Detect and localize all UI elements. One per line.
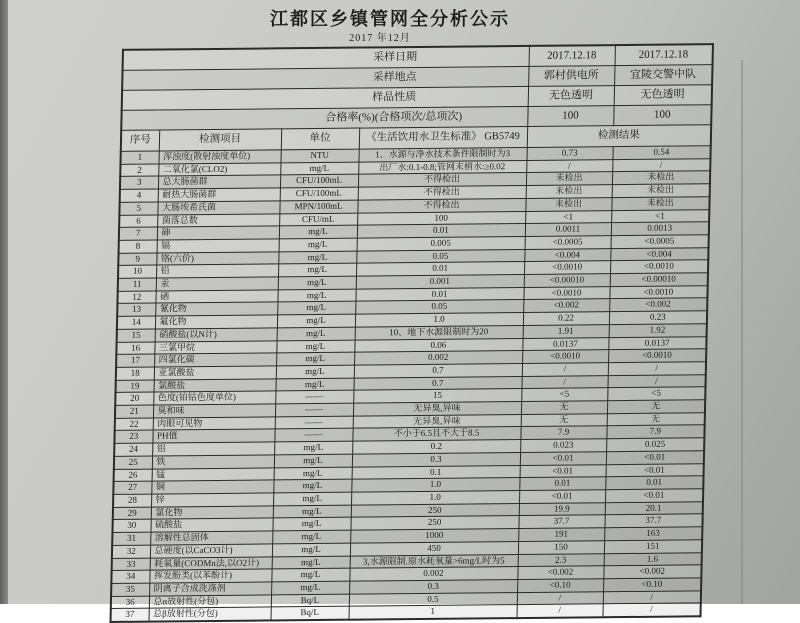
meta-value: 100 (613, 105, 711, 126)
result-2: / (602, 603, 700, 617)
unit: mg/L (273, 505, 351, 518)
unit: mg/L (278, 263, 356, 276)
column-header-unit: 单位 (281, 128, 359, 150)
row-no: 4 (120, 189, 158, 202)
result-1: / (517, 591, 603, 605)
result-2: <0.10 (603, 578, 701, 592)
result-1: 7.9 (520, 426, 606, 440)
item-name: 色度(铂钴色度单位) (153, 391, 275, 405)
item-name: 菌落总数 (157, 213, 279, 227)
standard-limit: 15 (353, 389, 521, 403)
result-2: <1 (611, 209, 709, 223)
result-1: 0.0011 (525, 223, 611, 237)
result-1: 0.023 (520, 439, 606, 453)
item-name: 硫酸盐 (150, 518, 272, 532)
standard-limit: 0.7 (354, 363, 522, 377)
unit: mg/L (274, 467, 352, 480)
result-2: / (607, 374, 705, 388)
item-name: 氯化物 (151, 506, 273, 520)
column-header-result: 检测结果 (527, 125, 711, 148)
result-1: 无 (521, 401, 607, 415)
standard-limit: 0.001 (356, 275, 524, 289)
standard-limit: 无异臭,异味 (353, 402, 521, 416)
column-header-no: 序号 (121, 130, 159, 151)
row-no: 28 (113, 494, 151, 507)
item-name: 溶解性总固体 (150, 531, 272, 545)
result-1: <0.01 (519, 490, 605, 504)
item-name: 总大肠菌群 (158, 175, 280, 189)
item-name: 耗氧量(CODMn法,以O2计) (150, 556, 272, 570)
item-name: 锰 (152, 467, 274, 481)
unit: NTU (280, 149, 358, 162)
unit: MPN/100mL (279, 200, 357, 213)
analysis-table (109, 43, 714, 623)
result-2: <0.004 (610, 247, 708, 261)
row-no: 1 (120, 151, 158, 164)
meta-value: 郭村供电所 (528, 66, 614, 87)
result-2: 0.01 (605, 476, 703, 490)
result-2: 无 (607, 413, 705, 427)
result-2: 0.54 (612, 146, 710, 160)
result-2: 无 (607, 400, 705, 414)
result-1: / (526, 159, 612, 173)
row-no: 30 (112, 519, 150, 532)
result-1: 2.3 (518, 553, 604, 567)
standard-limit: 0.002 (354, 351, 522, 365)
result-1: <0.00010 (524, 274, 610, 288)
result-2: 0.025 (606, 438, 704, 452)
meta-value: 100 (527, 106, 613, 127)
meta-value: 无色透明 (614, 85, 712, 106)
result-2: <0.002 (603, 565, 701, 579)
standard-limit: 0.01 (357, 224, 525, 238)
item-name: 大肠埃希氏菌 (157, 201, 279, 215)
result-2: / (603, 590, 701, 604)
item-name: 汞 (156, 277, 278, 291)
item-name: 氰化物 (155, 302, 277, 316)
standard-limit: 不得检出 (357, 198, 525, 212)
item-name: PH值 (152, 429, 274, 443)
result-2: 163 (604, 527, 702, 541)
unit: mg/L (277, 314, 355, 327)
column-header-item: 检测项目 (159, 129, 281, 151)
item-name: 硝酸盐(以N计) (155, 328, 277, 342)
unit: mg/L (277, 327, 355, 340)
row-no: 23 (114, 431, 152, 444)
result-1: <1 (525, 210, 611, 224)
meta-label: 采样地点 (122, 66, 528, 90)
unit: —— (275, 403, 353, 416)
row-no: 2 (120, 164, 158, 177)
standard-limit: 不得检出 (358, 186, 526, 200)
item-name: 浑浊度(散射浊度单位) (158, 150, 280, 164)
row-no: 6 (119, 215, 157, 228)
item-name: 锌 (151, 493, 273, 507)
unit: mg/L (273, 492, 351, 505)
row-no: 27 (113, 481, 151, 494)
unit: mg/L (276, 378, 354, 391)
standard-limit: 100 (357, 211, 525, 225)
result-1: <0.10 (517, 579, 603, 593)
result-1: <0.01 (520, 464, 606, 478)
unit: mg/L (280, 162, 358, 175)
item-name: 总硬度(以CaCO3计) (150, 544, 272, 558)
result-2: <0.00010 (610, 273, 708, 287)
unit: mg/L (272, 530, 350, 543)
item-name: 阴离子合成洗涤剂 (149, 582, 271, 596)
result-2: <0.01 (606, 463, 704, 477)
row-no: 26 (114, 469, 152, 482)
item-name: 三氯甲烷 (154, 340, 276, 354)
standard-limit: 0.2 (352, 440, 520, 454)
standard-limit: 出厂水:0.1-0.8;管网末梢水:≥0.02 (358, 160, 526, 174)
meta-value: 无色透明 (528, 86, 614, 107)
result-1: <0.0010 (524, 261, 610, 275)
unit: mg/L (274, 441, 352, 454)
result-1: / (522, 363, 608, 377)
result-2: / (612, 158, 710, 172)
row-no: 25 (114, 456, 152, 469)
result-2: 20.1 (605, 501, 703, 515)
standard-limit: 0.05 (355, 300, 523, 314)
result-1: <0.004 (524, 248, 610, 262)
result-1: 150 (518, 541, 604, 555)
result-1: 1.91 (523, 325, 609, 339)
result-2: 37.7 (604, 514, 702, 528)
result-2: 0.0013 (611, 222, 709, 236)
result-1: 0.22 (523, 312, 609, 326)
row-no: 15 (117, 329, 155, 342)
row-no: 10 (118, 265, 156, 278)
result-1: 无 (521, 413, 607, 427)
standard-limit: 1.0 (351, 491, 519, 505)
result-1: <0.01 (520, 452, 606, 466)
result-1: <0.0010 (522, 350, 608, 364)
photo-left-edge (0, 0, 8, 604)
row-no: 12 (117, 291, 155, 304)
standard-limit: 0.002 (349, 567, 517, 581)
standard-limit: 250 (351, 503, 519, 517)
standard-limit: 450 (350, 541, 518, 555)
unit: CFU/mL (279, 213, 357, 226)
unit: mg/L (272, 518, 350, 531)
standard-limit: 10、地下水源限制时为20 (355, 325, 523, 339)
result-1: 19.9 (519, 502, 605, 516)
unit: mg/L (276, 340, 354, 353)
standard-limit: 0.3 (349, 579, 517, 593)
standard-limit: 1、水源与净水技术条件限制时为3 (358, 147, 526, 161)
item-name: 亚氯酸盐 (154, 366, 276, 380)
unit: —— (275, 416, 353, 429)
result-1: 未检出 (525, 197, 611, 211)
row-no: 5 (119, 202, 157, 215)
result-2: 未检出 (611, 197, 709, 211)
unit: mg/L (276, 352, 354, 365)
result-2: / (608, 362, 706, 376)
unit: mg/L (278, 251, 356, 264)
row-no: 8 (119, 240, 157, 253)
row-no: 21 (115, 405, 153, 418)
row-no: 11 (118, 278, 156, 291)
row-no: 33 (112, 558, 150, 571)
unit: —— (275, 390, 353, 403)
unit: mg/L (271, 568, 349, 581)
standard-limit: 0.005 (357, 236, 525, 250)
result-1: <0.002 (517, 566, 603, 580)
result-1: 0.01 (519, 477, 605, 491)
standard-limit: 0.01 (355, 287, 523, 301)
result-1: <0.0005 (525, 236, 611, 250)
item-name: 臭和味 (153, 404, 275, 418)
result-1: / (516, 604, 602, 618)
result-1: <0.002 (523, 299, 609, 313)
row-no: 22 (115, 418, 153, 431)
row-no: 13 (117, 303, 155, 316)
result-1: 37.7 (518, 515, 604, 529)
standard-limit: 3,水源限制.原水耗氧量>6mg/L时为5 (350, 554, 518, 568)
unit: mg/L (271, 581, 349, 594)
result-1: / (521, 375, 607, 389)
row-no: 36 (111, 596, 149, 609)
item-name: 铬(六价) (156, 251, 278, 265)
standard-limit: 0.06 (354, 338, 522, 352)
result-2: 1.92 (609, 324, 707, 338)
result-2: 7.9 (606, 425, 704, 439)
row-no: 29 (113, 507, 151, 520)
result-2: <5 (607, 387, 705, 401)
row-no: 16 (116, 342, 154, 355)
result-1: <0.0010 (523, 286, 609, 300)
item-name: 四氯化碳 (154, 353, 276, 367)
result-2: <0.0010 (608, 349, 706, 363)
result-2: <0.002 (609, 298, 707, 312)
standard-limit: 1 (348, 605, 516, 620)
result-1: <5 (521, 388, 607, 402)
row-no: 20 (115, 392, 153, 405)
meta-value: 宜陵交警中队 (614, 65, 712, 86)
meta-label: 采样日期 (123, 46, 529, 70)
unit: mg/L (272, 556, 350, 569)
item-name: 铝 (152, 442, 274, 456)
standard-limit: 无异臭,异味 (353, 414, 521, 428)
result-2: <0.0010 (610, 260, 708, 274)
standard-limit: 0.01 (356, 262, 524, 276)
row-no: 37 (111, 608, 149, 622)
result-2: 151 (604, 540, 702, 554)
unit: CFU/100mL (280, 174, 358, 187)
item-name: 镉 (157, 239, 279, 253)
page-subtitle: 2017 年12月 (349, 33, 411, 44)
table-data-section (111, 146, 711, 622)
meta-label: 合格率(%)(合格项次/总项次) (121, 106, 527, 130)
meta-value: 2017.12.18 (529, 45, 615, 66)
page-title: 江都区乡镇管网全分析公示 (270, 9, 510, 29)
standard-limit: 0.1 (352, 465, 520, 479)
standard-limit: 0.05 (356, 249, 524, 263)
result-1: 0.73 (526, 147, 612, 161)
result-1: 191 (518, 528, 604, 542)
column-header-standard: 《生活饮用水卫生标准》 GB5749 (359, 126, 527, 149)
standard-limit: 250 (350, 516, 518, 530)
paper-edge-shadow (741, 60, 743, 604)
item-name: 铁 (152, 455, 274, 469)
item-name: 二氧化氯(CLO2) (158, 163, 280, 177)
row-no: 9 (118, 253, 156, 266)
meta-label: 样品性质 (122, 86, 528, 110)
unit: mg/L (274, 454, 352, 467)
result-2: <0.01 (606, 451, 704, 465)
item-name: 耐热大肠菌群 (158, 188, 280, 202)
unit: mg/L (279, 238, 357, 251)
item-name: 氟化物 (155, 315, 277, 329)
meta-value: 2017.12.18 (615, 44, 713, 65)
standard-limit: 不得检出 (358, 173, 526, 187)
item-name: 铜 (151, 480, 273, 494)
unit: Bq/L (270, 607, 348, 621)
row-no: 18 (116, 367, 154, 380)
row-no: 31 (112, 532, 150, 545)
result-1: 0.0137 (522, 337, 608, 351)
result-2: 0.0137 (608, 336, 706, 350)
unit: mg/L (276, 365, 354, 378)
result-2: <0.0010 (609, 285, 707, 299)
row-no: 35 (111, 583, 149, 596)
standard-limit: 1000 (350, 529, 518, 543)
item-name: 铅 (156, 264, 278, 278)
unit: CFU/100mL (280, 187, 358, 200)
result-2: 未检出 (612, 184, 710, 198)
table-meta-section (121, 44, 713, 130)
result-2: <0.0005 (611, 235, 709, 249)
unit: Bq/L (271, 594, 349, 607)
unit: mg/L (277, 289, 355, 302)
item-name: 砷 (157, 226, 279, 240)
standard-limit: 0.5 (349, 592, 517, 606)
unit: mg/L (279, 225, 357, 238)
unit: mg/L (273, 479, 351, 492)
standard-limit: 1.0 (355, 313, 523, 327)
unit: mg/L (278, 276, 356, 289)
row-no: 34 (111, 570, 149, 583)
unit: mg/L (272, 543, 350, 556)
row-no: 19 (116, 380, 154, 393)
result-1: 未检出 (526, 172, 612, 186)
item-name: 肉眼可见物 (153, 417, 275, 431)
row-no: 14 (117, 316, 155, 329)
standard-limit: 0.3 (352, 452, 520, 466)
result-1: 未检出 (526, 185, 612, 199)
item-name: 总α放射性(分包) (149, 595, 271, 609)
row-no: 7 (119, 227, 157, 240)
item-name: 硒 (155, 290, 277, 304)
standard-limit: 1.0 (351, 478, 519, 492)
result-2: <0.01 (605, 489, 703, 503)
unit: mg/L (277, 302, 355, 315)
result-2: 0.23 (609, 311, 707, 325)
row-no: 17 (116, 354, 154, 367)
standard-limit: 0.7 (353, 376, 521, 390)
row-no: 32 (112, 545, 150, 558)
result-2: 未检出 (612, 171, 710, 185)
item-name: 挥发酚类(以苯酚计) (149, 569, 271, 583)
item-name: 氯酸盐 (154, 379, 276, 393)
standard-limit: 不小于6.5且不大于8.5 (352, 427, 520, 441)
row-no: 24 (114, 443, 152, 456)
row-no: 3 (120, 176, 158, 189)
result-2: 1.6 (604, 552, 702, 566)
item-name: 总β放射性(分包) (149, 607, 271, 621)
unit: —— (274, 429, 352, 442)
